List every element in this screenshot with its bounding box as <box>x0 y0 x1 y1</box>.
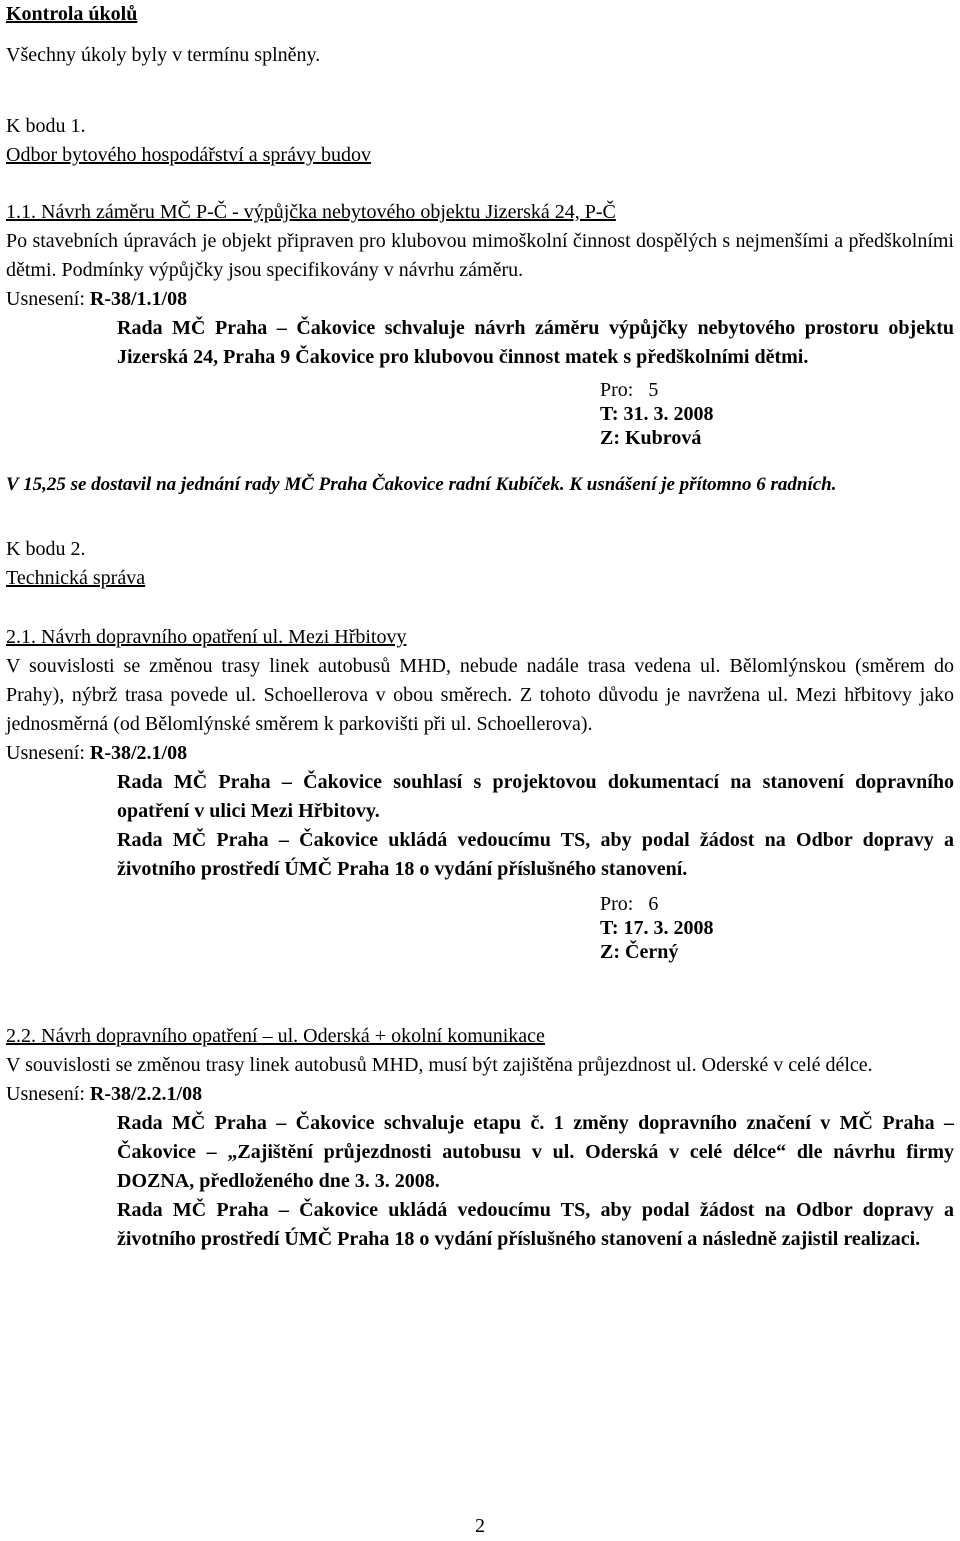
item-1-1-meta <box>600 378 954 450</box>
vote-value: 6 <box>648 893 659 915</box>
item-2-1-decision-2: Rada MČ Praha – Čakovice ukládá vedoucímu TS, aby podal žádost na Odbor dopravy a životního prostředí ÚMČ Praha 18 o vydání příslušného stanovení. <box>117 829 954 880</box>
page-number: 2 <box>475 1515 485 1537</box>
item-1-1-resolution <box>6 285 954 314</box>
intro-text: Všechny úkoly byly v termínu splněny. <box>6 44 321 66</box>
vote-value: 5 <box>648 379 659 401</box>
item-2-2-title: 2.2. Návrh dopravního opatření – ul. Oderská + okolní komunikace <box>6 1025 545 1047</box>
responsible: Z: Černý <box>600 941 679 963</box>
point2-department: Technická správa <box>6 567 146 589</box>
item-2-1-text: V souvislosti se změnou trasy linek autobusů MHD, nebude nadále trasa vedena ul. Bělomlýnskou (směrem do Prahy), nýbrž trasa povede ul. Schoellerova v obou směrech. Z tohoto důvodu je navržena ul. Mezi hřbitovy jako jednosměrná (od Bělomlýnské směrem k parkovišti při ul. Schoellerova). <box>6 655 954 735</box>
item-2-1-meta <box>600 892 954 964</box>
attendance-note: V 15,25 se dostavil na jednání rady MČ Praha Čakovice radní Kubíček. K usnášení je přítomno 6 radních. <box>6 474 837 495</box>
point1-department: Odbor bytového hospodářství a správy budov <box>6 144 371 166</box>
responsible: Z: Kubrová <box>600 427 702 449</box>
deadline: T: 31. 3. 2008 <box>600 403 714 425</box>
deadline: T: 17. 3. 2008 <box>600 917 714 939</box>
point2-label: K bodu 2. <box>6 538 86 560</box>
item-2-1-decision-1: Rada MČ Praha – Čakovice souhlasí s projektovou dokumentací na stanovení dopravního opatření v ulici Mezi Hřbitovy. <box>117 771 954 822</box>
item-1-1-decision: Rada MČ Praha – Čakovice schvaluje návrh záměru výpůjčky nebytového prostoru objektu Jizerská 24, Praha 9 Čakovice pro klubovou činnost matek s předškolními dětmi. <box>117 317 954 368</box>
resolution-label: Usnesení: <box>6 1083 85 1105</box>
resolution-number: R-38/2.1/08 <box>89 742 188 764</box>
resolution-number: R-38/1.1/08 <box>89 288 188 310</box>
resolution-label: Usnesení: <box>6 742 85 764</box>
item-1-1-text: Po stavebních úpravách je objekt připraven pro klubovou mimoškolní činnost dospělých s nejmenšími a předškolními dětmi. Podmínky výpůjčky jsou specifikovány v návrhu záměru. <box>6 230 954 281</box>
vote-label: Pro: <box>600 893 634 915</box>
resolution-label: Usnesení: <box>6 288 85 310</box>
item-2-2-decision-1: Rada MČ Praha – Čakovice schvaluje etapu č. 1 změny dopravního značení v MČ Praha – Čakovice – „Zajištění průjezdnosti autobusu v ul. Oderská v celé délce“ dle návrhu firmy DOZNA, předloženého dne 3. 3. 2008. <box>117 1112 954 1192</box>
item-1-1-title: 1.1. Návrh záměru MČ P-Č - výpůjčka nebytového objektu Jizerská 24, P-Č <box>6 201 616 223</box>
resolution-number: R-38/2.2.1/08 <box>89 1083 203 1105</box>
item-2-2-text: V souvislosti se změnou trasy linek autobusů MHD, musí být zajištěna průjezdnost ul. Oderské v celé délce. <box>6 1054 873 1076</box>
section-heading: Kontrola úkolů <box>6 3 138 25</box>
vote-label: Pro: <box>600 379 634 401</box>
item-2-2-resolution <box>6 1080 954 1109</box>
item-2-1-title: 2.1. Návrh dopravního opatření ul. Mezi Hřbitovy <box>6 626 407 648</box>
item-2-1-resolution <box>6 739 954 768</box>
item-2-2-decision-2: Rada MČ Praha – Čakovice ukládá vedoucímu TS, aby podal žádost na Odbor dopravy a životního prostředí ÚMČ Praha 18 o vydání příslušného stanovení a následně zajistil realizaci. <box>117 1199 954 1250</box>
point1-label: K bodu 1. <box>6 115 86 137</box>
